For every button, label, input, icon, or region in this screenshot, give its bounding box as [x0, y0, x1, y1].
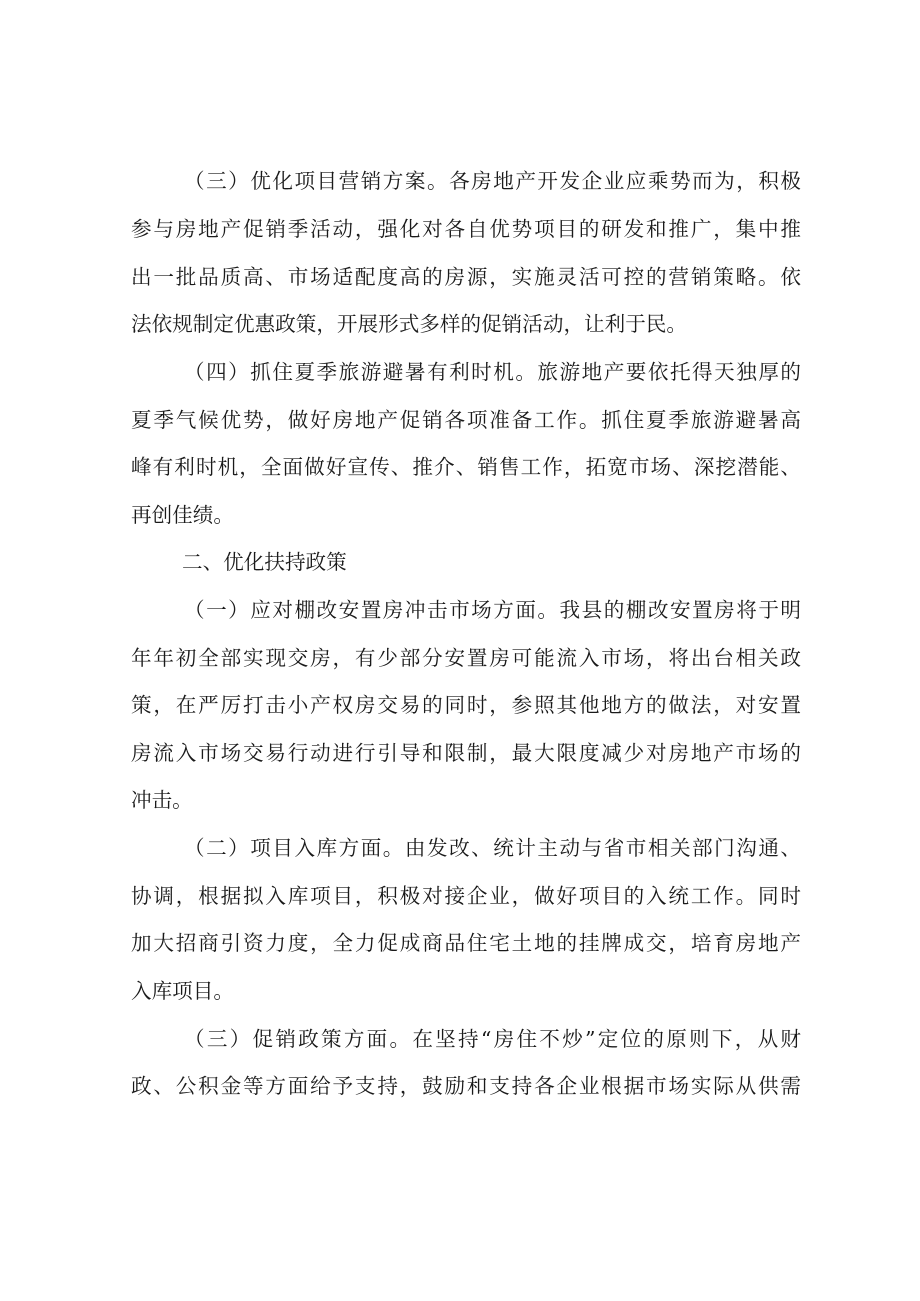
paragraph-line: 策，在严厉打击小产权房交易的同时，参照其他地方的做法，对安置 [131, 693, 801, 717]
paragraph-line: （三）优化项目营销方案。各房地产开发企业应乘势而为，积极 [184, 169, 801, 193]
paragraph-line: 再创佳绩。 [131, 503, 234, 527]
section-heading: 二、优化扶持政策 [182, 550, 347, 574]
paragraph-line: 夏季气候优势，做好房地产促销各项准备工作。抓住夏季旅游避暑高 [131, 408, 801, 432]
paragraph-line: （四）抓住夏季旅游避暑有利时机。旅游地产要依托得天独厚的 [184, 360, 801, 384]
paragraph-line: （一）应对棚改安置房冲击市场方面。我县的棚改安置房将于明 [184, 598, 801, 622]
paragraph-line: 入库项目。 [131, 979, 234, 1003]
paragraph-line: 出一批品质高、市场适配度高的房源，实施灵活可控的营销策略。依 [131, 265, 801, 289]
paragraph-line: （二）项目入库方面。由发改、统计主动与省市相关部门沟通、 [184, 836, 801, 860]
paragraph-line: 冲击。 [131, 788, 193, 812]
paragraph-line: 年年初全部实现交房，有少部分安置房可能流入市场，将出台相关政 [131, 646, 801, 670]
paragraph-line: 峰有利时机，全面做好宣传、推介、销售工作，拓宽市场、深挖潜能、 [131, 455, 801, 479]
paragraph-line: 政、公积金等方面给予支持，鼓励和支持各企业根据市场实际从供需 [131, 1074, 801, 1098]
paragraph-line: 房流入市场交易行动进行引导和限制，最大限度减少对房地产市场的 [131, 741, 801, 765]
paragraph-line: 协调，根据拟入库项目，积极对接企业，做好项目的入统工作。同时 [131, 884, 801, 908]
paragraph-line: 法依规制定优惠政策，开展形式多样的促销活动，让利于民。 [131, 312, 688, 336]
paragraph-line: （三）促销政策方面。在坚持“房住不炒”定位的原则下，从财 [184, 1027, 801, 1051]
paragraph-line: 参与房地产促销季活动，强化对各自优势项目的研发和推广，集中推 [131, 217, 801, 241]
paragraph-line: 加大招商引资力度，全力促成商品住宅土地的挂牌成交，培育房地产 [131, 931, 801, 955]
